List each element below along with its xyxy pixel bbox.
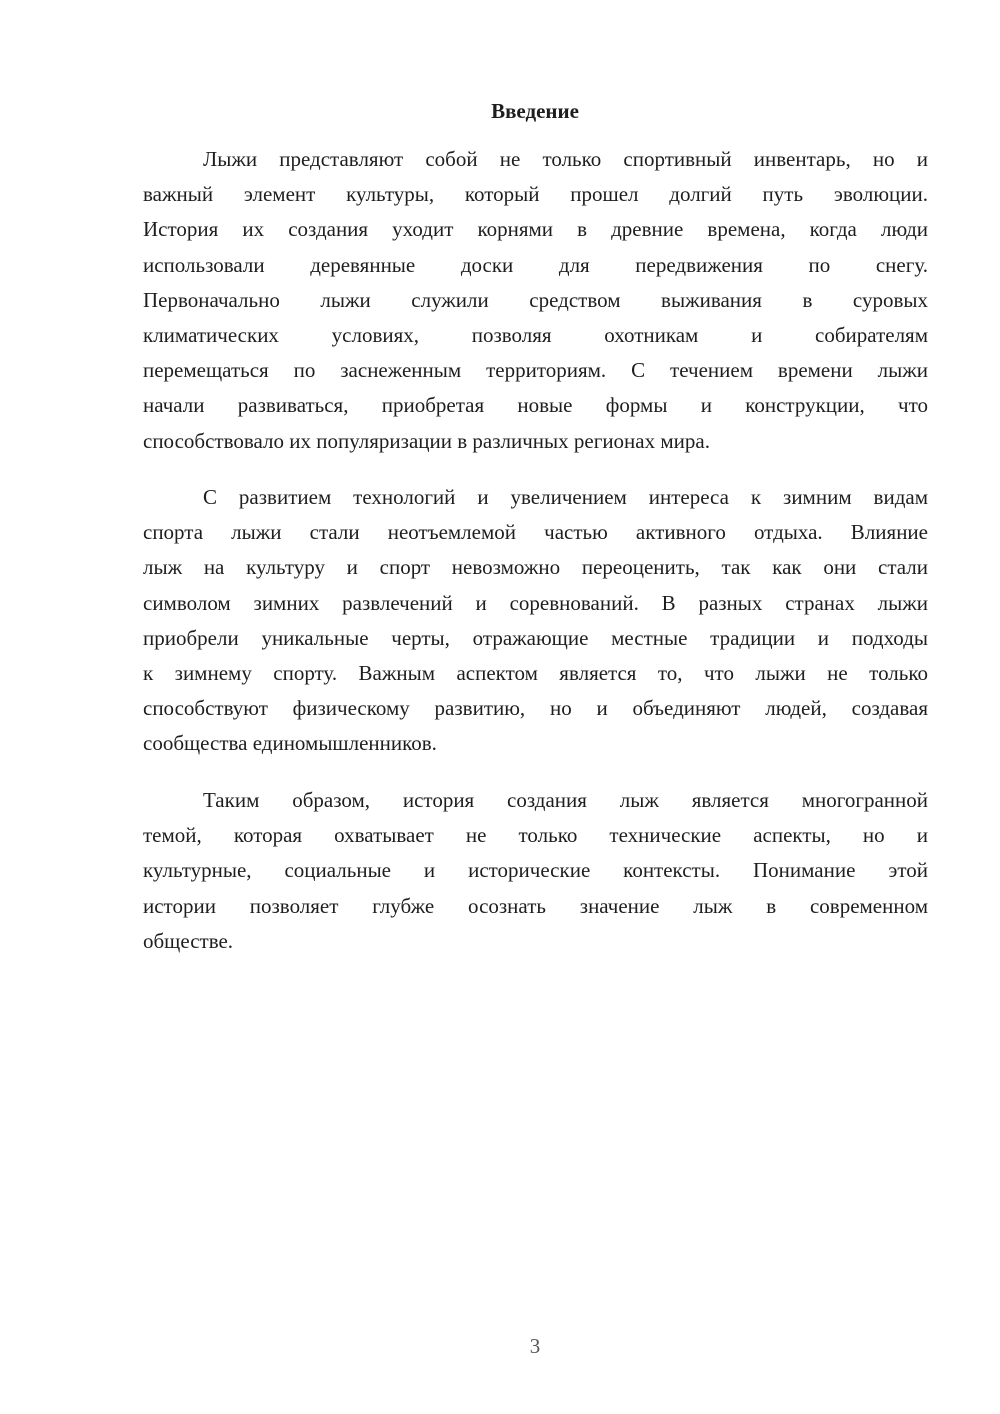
text-line: перемещаться по заснеженным территориям. С течением времени лыжи bbox=[143, 358, 928, 383]
text-line: Лыжи представляют собой не только спортивный инвентарь, но и bbox=[203, 147, 928, 171]
text-line: обществе. bbox=[143, 928, 234, 953]
page-number: 3 bbox=[529, 1334, 541, 1358]
text-line: использовали деревянные доски для передвижения по снегу. bbox=[143, 252, 928, 277]
text-line: способствовало их популяризации в различных регионах мира. bbox=[143, 428, 710, 453]
text-line: темой, которая охватывает не только технические аспекты, но и bbox=[143, 823, 928, 848]
paragraph-3 bbox=[143, 783, 928, 959]
text-line: к зимнему спорту. Важным аспектом является то, что лыжи не только bbox=[143, 660, 928, 685]
text-line: культурные, социальные и исторические контексты. Понимание этой bbox=[143, 858, 928, 883]
text-line: Первоначально лыжи служили средством выживания в суровых bbox=[143, 287, 928, 312]
text-line: важный элемент культуры, который прошел долгий путь эволюции. bbox=[143, 182, 928, 207]
text-line: приобрели уникальные черты, отражающие местные традиции и подходы bbox=[143, 625, 928, 650]
text-line: сообщества единомышленников. bbox=[143, 731, 437, 756]
text-line: Таким образом, история создания лыж является многогранной bbox=[203, 788, 928, 812]
text-line: спорта лыжи стали неотъемлемой частью активного отдыха. Влияние bbox=[143, 520, 928, 545]
text-line: С развитием технологий и увеличением интереса к зимним видам bbox=[203, 485, 928, 509]
text-line: История их создания уходит корнями в древние времена, когда люди bbox=[143, 217, 928, 242]
text-line: способствуют физическому развитию, но и объединяют людей, создавая bbox=[143, 696, 928, 721]
section-heading: Введение bbox=[491, 99, 579, 123]
text-line: лыж на культуру и спорт невозможно переоценить, так как они стали bbox=[143, 555, 928, 580]
text-line: начали развиваться, приобретая новые формы и конструкции, что bbox=[143, 393, 928, 418]
text-line: климатических условиях, позволяя охотникам и собирателям bbox=[143, 322, 928, 347]
text-line: истории позволяет глубже осознать значение лыж в современном bbox=[143, 893, 928, 918]
paragraph-1 bbox=[143, 142, 928, 459]
paragraph-2 bbox=[143, 480, 928, 762]
text-line: символом зимних развлечений и соревнований. В разных странах лыжи bbox=[143, 590, 928, 615]
